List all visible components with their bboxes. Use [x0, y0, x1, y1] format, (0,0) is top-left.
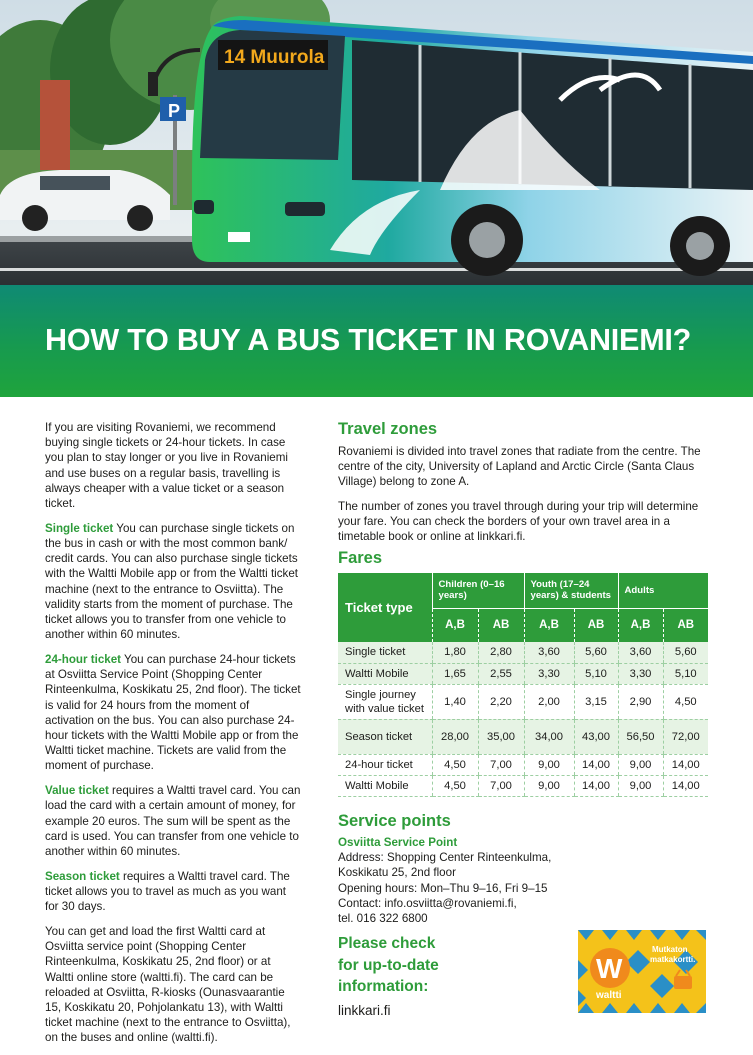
fare-cell: 2,55 [478, 663, 524, 684]
fares-group-header-row [338, 573, 708, 608]
fare-cell: 14,00 [663, 754, 708, 775]
fare-cell: 5,60 [574, 642, 618, 663]
check-line-3: information: [338, 978, 429, 995]
fare-cell: 9,00 [524, 754, 574, 775]
table-row [338, 663, 708, 684]
group-header-children: Children (0–16 years) [432, 573, 524, 608]
fare-row-label: 24-hour ticket [338, 754, 432, 775]
fare-cell: 56,50 [618, 719, 663, 754]
fares-table [338, 573, 708, 797]
value-ticket-paragraph [45, 783, 301, 859]
fare-row-label: Season ticket [338, 719, 432, 754]
fare-cell: 3,60 [618, 642, 663, 663]
fare-cell: 3,60 [524, 642, 574, 663]
bus-route-sign: 14 Muurola [224, 47, 325, 68]
zone-header: A,B [524, 608, 574, 642]
table-row [338, 642, 708, 663]
table-row [338, 775, 708, 796]
fare-cell: 9,00 [618, 754, 663, 775]
service-point-name: Osviitta Service Point [338, 836, 458, 849]
fares-table-body [338, 642, 708, 796]
service-points-section [338, 812, 578, 926]
zone-header: A,B [618, 608, 663, 642]
fare-cell: 14,00 [574, 775, 618, 796]
fare-cell: 43,00 [574, 719, 618, 754]
fare-row-label: Single journey with value ticket [338, 684, 432, 719]
single-ticket-label: Single ticket [45, 521, 114, 535]
hero-photo [0, 0, 753, 285]
fare-cell: 14,00 [574, 754, 618, 775]
zones-paragraph-1: Rovaniemi is divided into travel zones that radiate from the centre. The centre of the city, University of Lapland and Arctic Circle (Santa Claus Village) belong to zone A. [338, 445, 701, 489]
fare-cell: 3,30 [618, 663, 663, 684]
waltti-brand-text: waltti [596, 990, 622, 1001]
fare-cell: 14,00 [663, 775, 708, 796]
waltti-card-paragraph: You can get and load the first Waltti card at Osviitta service point (Shopping Center Rinteenkulma, Koskikatu 25, 2nd floor) or at Waltti online store (waltti.fi). The card can be reloaded at Osviitta, R-kiosks (Ounasvaarantie 15, Koskikatu 20, Pohjolankatu 13), with Waltti ticket machine (next to the entrance to Osviitta), on the buses and online (waltti.fi). [45, 925, 291, 1045]
fare-cell: 1,80 [432, 642, 478, 663]
fare-cell: 2,00 [524, 684, 574, 719]
check-line-1: Please check [338, 935, 436, 952]
zones-paragraph-2: The number of zones you travel through during your trip will determine your fare. You can check the borders of your own travel area in a timetable book or online at linkkari.fi. [338, 499, 699, 544]
fare-cell: 5,60 [663, 642, 708, 663]
fare-cell: 7,00 [478, 754, 524, 775]
fare-cell: 1,65 [432, 663, 478, 684]
check-line-2: for up-to-date [338, 956, 439, 974]
fare-cell: 2,90 [618, 684, 663, 719]
service-points-heading: Service points [338, 812, 451, 830]
opening-hours: Opening hours: Mon–Thu 9–16, Fri 9–15 [338, 881, 548, 895]
24h-ticket-label: 24-hour ticket [45, 653, 122, 667]
zone-header: AB [478, 608, 524, 642]
service-address-line-1: Address: Shopping Center Rinteenkulma, [338, 851, 552, 865]
24h-ticket-paragraph [45, 652, 301, 774]
card-tagline-2: matkakortti. [650, 955, 696, 964]
fare-cell: 1,40 [432, 684, 478, 719]
season-ticket-text: requires a Waltti travel card. The ticket allows you to travel as much as you want for 30 days. [45, 869, 290, 914]
fare-cell: 4,50 [432, 775, 478, 796]
fare-cell: 3,30 [524, 663, 574, 684]
season-ticket-paragraph [45, 869, 301, 915]
left-column [45, 420, 301, 1055]
fare-cell: 7,00 [478, 775, 524, 796]
fare-cell: 9,00 [524, 775, 574, 796]
value-ticket-label: Value ticket [45, 784, 109, 798]
intro-paragraph: If you are visiting Rovaniemi, we recommend buying single tickets or 24-hour tickets. In case you plan to stay longer or you live in Rovaniemi and use buses on a regular basis, travelling is always cheaper with a value ticket or a season ticket. [45, 421, 288, 511]
check-info-callout [338, 933, 518, 998]
fare-cell: 2,80 [478, 642, 524, 663]
fare-row-label: Single ticket [338, 642, 432, 663]
ticket-type-header: Ticket type [338, 573, 432, 642]
fare-cell: 9,00 [618, 775, 663, 796]
title-band [0, 285, 753, 397]
zone-header: AB [663, 608, 708, 642]
fare-cell: 4,50 [432, 754, 478, 775]
waltti-logo-letter: W [596, 953, 623, 984]
zone-header: AB [574, 608, 618, 642]
group-header-youth: Youth (17–24 years) & students [524, 573, 618, 608]
contact-email: Contact: info.osviitta@rovaniemi.fi, [338, 896, 517, 910]
fare-cell: 5,10 [574, 663, 618, 684]
travel-zones-section [338, 420, 710, 553]
website-link[interactable]: linkkari.fi [338, 1003, 391, 1018]
fare-cell: 4,50 [663, 684, 708, 719]
travel-zones-heading: Travel zones [338, 420, 438, 438]
fare-cell: 34,00 [524, 719, 574, 754]
24h-ticket-text: You can purchase 24-hour tickets at Osviitta Service Point (Shopping Center Rinteenkulma, Koskikatu 25, 2nd floor). The ticket is valid for 24 hours from the moment of activation on the bus. You can also purchase 24-hour tickets with the Waltti Mobile app or from the Waltti ticket machine. Tickets are valid from the moment of purchase. [45, 653, 301, 773]
single-ticket-text: You can purchase single tickets on the bus in cash or with the most common bank/ credit cards. You can also purchase single tickets with the Waltti Mobile app or from the Waltti ticket machine (next to the entrance to Osviitta). The validity starts from the moment of purchase. The ticket allows you to transfer from one vehicle to another within 60 minutes. [45, 521, 299, 642]
waltti-travel-card [578, 930, 706, 1013]
parking-sign: P [168, 101, 181, 121]
season-ticket-label: Season ticket [45, 869, 120, 883]
group-header-adults: Adults [618, 573, 708, 608]
fare-cell: 3,15 [574, 684, 618, 719]
contact-phone: tel. 016 322 6800 [338, 912, 428, 926]
fare-cell: 28,00 [432, 719, 478, 754]
table-row [338, 719, 708, 754]
table-row [338, 754, 708, 775]
zone-header: A,B [432, 608, 478, 642]
fare-cell: 35,00 [478, 719, 524, 754]
page-title: HOW TO BUY A BUS TICKET IN ROVANIEMI? [45, 323, 692, 357]
fares-heading: Fares [338, 549, 383, 567]
card-tagline-1: Mutkaton [652, 945, 688, 954]
table-row [338, 684, 708, 719]
fare-cell: 2,20 [478, 684, 524, 719]
fare-row-label: Waltti Mobile [338, 663, 432, 684]
single-ticket-paragraph [45, 521, 301, 643]
service-address-line-2: Koskikatu 25, 2nd floor [338, 866, 456, 880]
fare-cell: 72,00 [663, 719, 708, 754]
value-ticket-text: requires a Waltti travel card. You can load the card with a certain amount of money, for example 20 euros. The sum will be spent as the card is used. You can transfer from one vehicle to another within 60 minutes. [45, 784, 301, 859]
bus-illustration [0, 0, 753, 285]
fare-cell: 5,10 [663, 663, 708, 684]
fare-row-label: Waltti Mobile [338, 775, 432, 796]
